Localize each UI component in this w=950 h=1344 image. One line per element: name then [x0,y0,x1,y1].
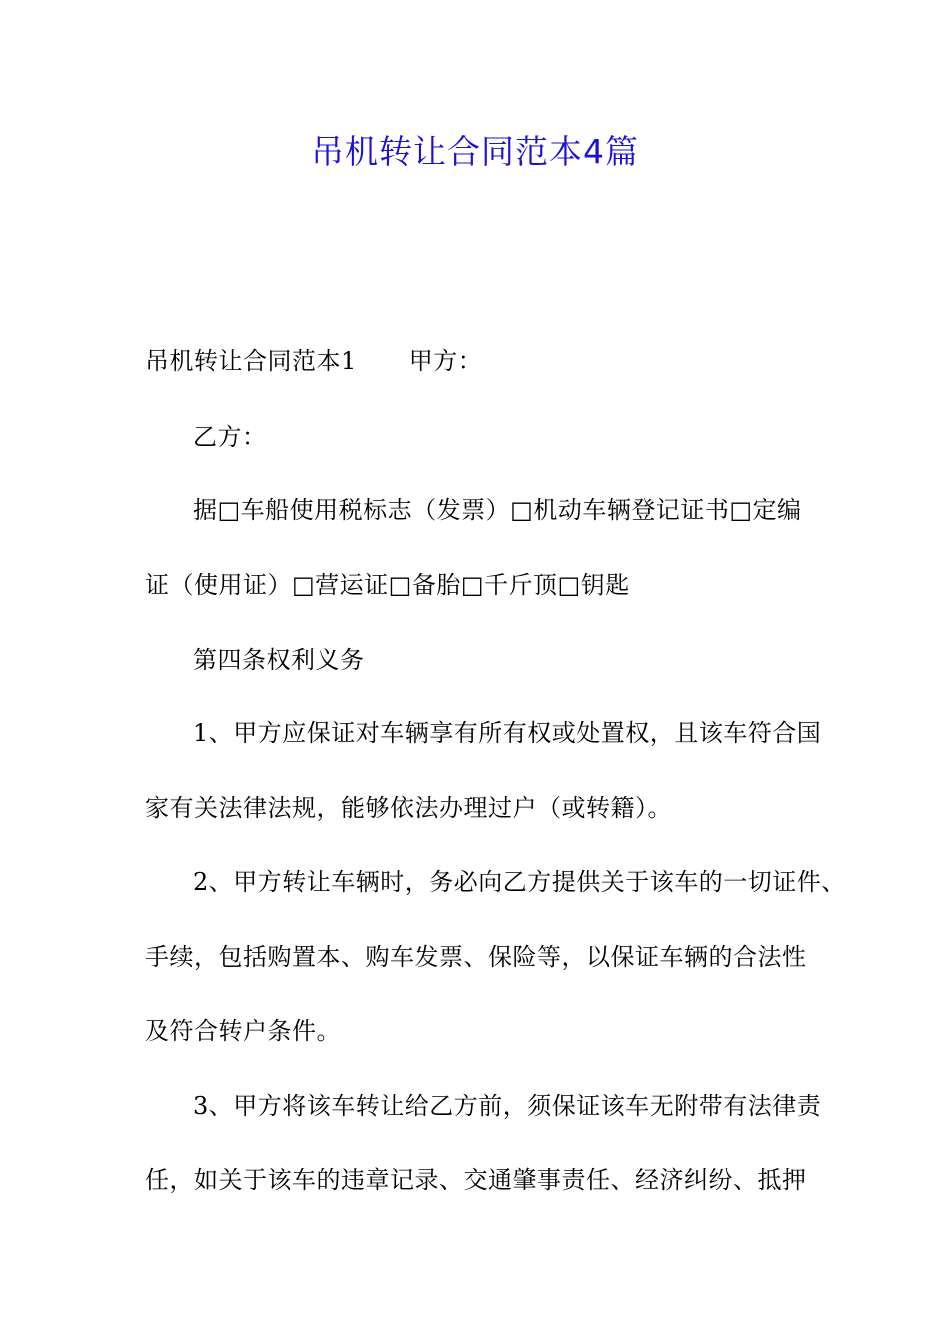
section-heading: 吊机转让合同范本1 [145,347,357,375]
paragraph-line: 手续，包括购置本、购车发票、保险等，以保证车辆的合法性 [145,943,807,971]
paragraph-line [145,341,482,381]
paragraph-line: 3、甲方将该车转让给乙方前，须保证该车无附带有法律责 [193,1092,822,1120]
party-a-label: 甲方： [408,347,483,375]
paragraph-line: 任，如关于该车的违章记录、交通肇事责任、经济纠纷、抵押 [145,1166,807,1194]
document-title: 吊机转让合同范本4篇 [311,132,639,171]
paragraph-line: 据□车船使用税标志（发票）□机动车辆登记证书□定编 [193,496,802,524]
party-b-label: 乙方： [193,423,267,451]
paragraph-line: 证（使用证）□营运证□备胎□千斤顶□钥匙 [145,571,630,599]
paragraph-line: 2、甲方转让车辆时，务必向乙方提供关于该车的一切证件、 [193,868,846,896]
paragraph-line: 家有关法律法规，能够依法办理过户（或转籍）。 [145,794,672,822]
article-heading: 第四条权利义务 [193,646,365,674]
paragraph-line: 1、甲方应保证对车辆享有所有权或处置权，且该车符合国 [193,719,822,747]
paragraph-line: 及符合转户条件。 [145,1017,341,1045]
